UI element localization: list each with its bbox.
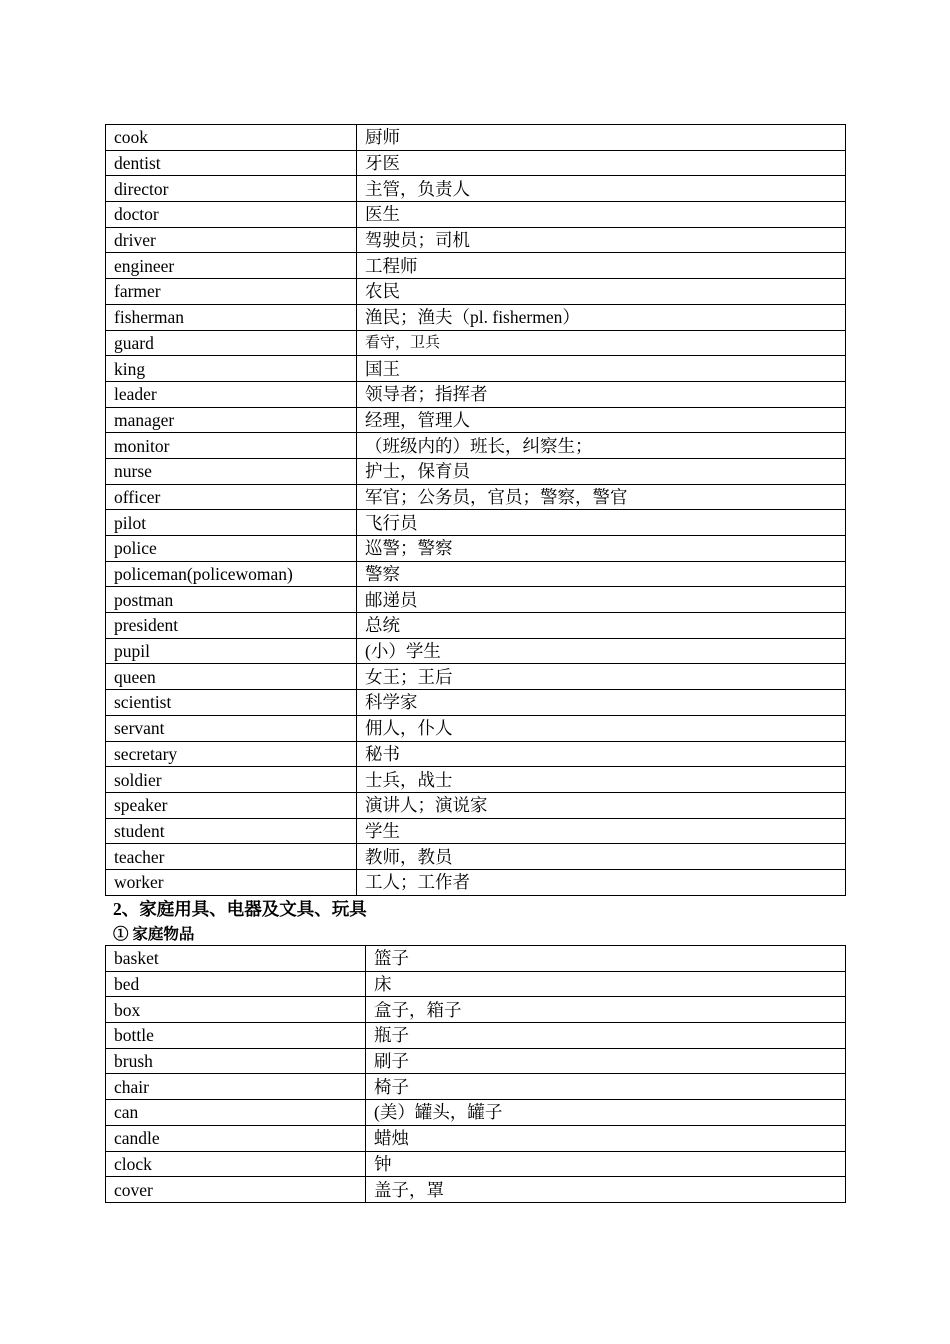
chinese-meaning: 学生 bbox=[357, 818, 846, 844]
chinese-meaning: 士兵，战士 bbox=[357, 767, 846, 793]
english-word: teacher bbox=[106, 844, 357, 870]
chinese-meaning: 工程师 bbox=[357, 253, 846, 279]
chinese-meaning: 总统 bbox=[357, 613, 846, 639]
vocab-row bbox=[106, 792, 846, 818]
english-word: worker bbox=[106, 869, 357, 895]
english-word: farmer bbox=[106, 279, 357, 305]
english-word: manager bbox=[106, 407, 357, 433]
vocab-row bbox=[106, 690, 846, 716]
vocab-row bbox=[106, 202, 846, 228]
vocab-row bbox=[106, 433, 846, 459]
vocab-row bbox=[106, 510, 846, 536]
vocab-row bbox=[106, 997, 846, 1023]
vocab-row bbox=[106, 638, 846, 664]
chinese-meaning: （班级内的）班长，纠察生； bbox=[357, 433, 846, 459]
english-word: dentist bbox=[106, 150, 357, 176]
chinese-meaning: 盖子，罩 bbox=[366, 1177, 846, 1203]
chinese-meaning: 瓶子 bbox=[366, 1023, 846, 1049]
chinese-meaning: 军官；公务员，官员；警察，警官 bbox=[357, 484, 846, 510]
vocab-row bbox=[106, 176, 846, 202]
english-word: scientist bbox=[106, 690, 357, 716]
vocab-row bbox=[106, 971, 846, 997]
vocab-row bbox=[106, 664, 846, 690]
english-word: brush bbox=[106, 1048, 366, 1074]
english-word: doctor bbox=[106, 202, 357, 228]
chinese-meaning: 国王 bbox=[357, 356, 846, 382]
english-word: postman bbox=[106, 587, 357, 613]
english-word: candle bbox=[106, 1125, 366, 1151]
english-word: monitor bbox=[106, 433, 357, 459]
vocab-row bbox=[106, 1023, 846, 1049]
english-word: leader bbox=[106, 381, 357, 407]
vocab-row bbox=[106, 869, 846, 895]
vocab-row bbox=[106, 561, 846, 587]
chinese-meaning: 蜡烛 bbox=[366, 1125, 846, 1151]
chinese-meaning: 椅子 bbox=[366, 1074, 846, 1100]
chinese-meaning: 科学家 bbox=[357, 690, 846, 716]
chinese-meaning: 演讲人；演说家 bbox=[357, 792, 846, 818]
vocab-row bbox=[106, 330, 846, 356]
english-word: pupil bbox=[106, 638, 357, 664]
english-word: fisherman bbox=[106, 304, 357, 330]
english-word: nurse bbox=[106, 458, 357, 484]
chinese-meaning: 牙医 bbox=[357, 150, 846, 176]
chinese-meaning: 钟 bbox=[366, 1151, 846, 1177]
english-word: queen bbox=[106, 664, 357, 690]
english-word: servant bbox=[106, 715, 357, 741]
english-word: engineer bbox=[106, 253, 357, 279]
chinese-meaning: 盒子，箱子 bbox=[366, 997, 846, 1023]
household-vocab-table bbox=[105, 945, 846, 1203]
vocab-row bbox=[106, 1177, 846, 1203]
english-word: bottle bbox=[106, 1023, 366, 1049]
vocab-row bbox=[106, 1151, 846, 1177]
vocab-row bbox=[106, 536, 846, 562]
chinese-meaning: 看守，卫兵 bbox=[357, 330, 846, 356]
vocab-row bbox=[106, 767, 846, 793]
vocab-row bbox=[106, 741, 846, 767]
english-word: cook bbox=[106, 125, 357, 151]
english-word: policeman(policewoman) bbox=[106, 561, 357, 587]
vocab-row bbox=[106, 484, 846, 510]
vocab-row bbox=[106, 381, 846, 407]
vocab-row bbox=[106, 587, 846, 613]
chinese-meaning: 女王；王后 bbox=[357, 664, 846, 690]
english-word: officer bbox=[106, 484, 357, 510]
english-word: driver bbox=[106, 227, 357, 253]
chinese-meaning: 秘书 bbox=[357, 741, 846, 767]
english-word: pilot bbox=[106, 510, 357, 536]
chinese-meaning: 经理，管理人 bbox=[357, 407, 846, 433]
chinese-meaning: 医生 bbox=[357, 202, 846, 228]
chinese-meaning: 工人；工作者 bbox=[357, 869, 846, 895]
vocab-row bbox=[106, 356, 846, 382]
vocab-row bbox=[106, 253, 846, 279]
vocab-row bbox=[106, 1125, 846, 1151]
vocab-row bbox=[106, 613, 846, 639]
vocab-row bbox=[106, 227, 846, 253]
vocab-row bbox=[106, 150, 846, 176]
vocab-row bbox=[106, 946, 846, 972]
vocab-row bbox=[106, 458, 846, 484]
vocab-row bbox=[106, 1100, 846, 1126]
subsection-heading: ① 家庭物品 bbox=[113, 926, 195, 943]
chinese-meaning: 床 bbox=[366, 971, 846, 997]
vocab-row bbox=[106, 1048, 846, 1074]
english-word: can bbox=[106, 1100, 366, 1126]
occupation-vocab-table bbox=[105, 124, 846, 896]
english-word: bed bbox=[106, 971, 366, 997]
chinese-meaning: 飞行员 bbox=[357, 510, 846, 536]
chinese-meaning: 主管，负责人 bbox=[357, 176, 846, 202]
chinese-meaning: (美）罐头，罐子 bbox=[366, 1100, 846, 1126]
chinese-meaning: 佣人，仆人 bbox=[357, 715, 846, 741]
chinese-meaning: (小）学生 bbox=[357, 638, 846, 664]
vocab-row bbox=[106, 407, 846, 433]
english-word: clock bbox=[106, 1151, 366, 1177]
vocab-row bbox=[106, 125, 846, 151]
english-word: cover bbox=[106, 1177, 366, 1203]
chinese-meaning: 厨师 bbox=[357, 125, 846, 151]
chinese-meaning: 驾驶员；司机 bbox=[357, 227, 846, 253]
chinese-meaning: 护士，保育员 bbox=[357, 458, 846, 484]
chinese-meaning: 警察 bbox=[357, 561, 846, 587]
english-word: secretary bbox=[106, 741, 357, 767]
english-word: police bbox=[106, 536, 357, 562]
chinese-meaning: 巡警；警察 bbox=[357, 536, 846, 562]
chinese-meaning: 农民 bbox=[357, 279, 846, 305]
chinese-meaning: 教师，教员 bbox=[357, 844, 846, 870]
english-word: president bbox=[106, 613, 357, 639]
vocab-row bbox=[106, 1074, 846, 1100]
chinese-meaning: 刷子 bbox=[366, 1048, 846, 1074]
vocab-row bbox=[106, 715, 846, 741]
chinese-meaning: 领导者；指挥者 bbox=[357, 381, 846, 407]
chinese-meaning: 邮递员 bbox=[357, 587, 846, 613]
english-word: student bbox=[106, 818, 357, 844]
chinese-meaning: 渔民；渔夫（pl. fishermen） bbox=[357, 304, 846, 330]
english-word: chair bbox=[106, 1074, 366, 1100]
english-word: king bbox=[106, 356, 357, 382]
english-word: box bbox=[106, 997, 366, 1023]
english-word: speaker bbox=[106, 792, 357, 818]
english-word: director bbox=[106, 176, 357, 202]
vocab-row bbox=[106, 279, 846, 305]
english-word: basket bbox=[106, 946, 366, 972]
section-heading: 2、家庭用具、电器及文具、玩具 bbox=[113, 899, 367, 919]
english-word: soldier bbox=[106, 767, 357, 793]
vocab-row bbox=[106, 818, 846, 844]
vocab-row bbox=[106, 304, 846, 330]
english-word: guard bbox=[106, 330, 357, 356]
chinese-meaning: 篮子 bbox=[366, 946, 846, 972]
vocab-row bbox=[106, 844, 846, 870]
